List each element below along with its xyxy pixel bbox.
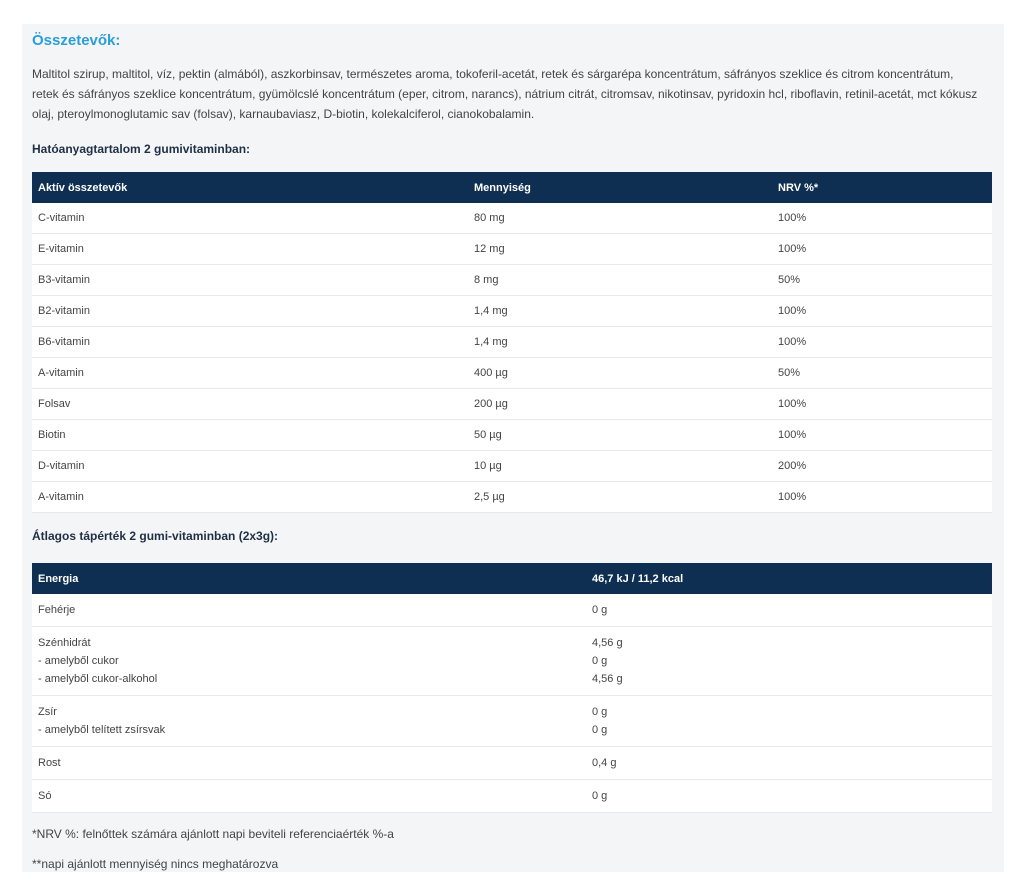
nutrition-table	[32, 563, 992, 813]
cell-ingredient: C-vitamin	[32, 203, 468, 234]
table-row	[32, 747, 992, 780]
table-row	[32, 420, 992, 451]
nutrient-value: 0 g	[592, 724, 608, 736]
cell-amount: 80 mg	[468, 203, 772, 234]
cell-nutrient-value	[586, 594, 992, 627]
cell-nrv: 100%	[772, 296, 992, 327]
table-row	[32, 482, 992, 513]
nutrient-label: Szénhidrát	[38, 637, 91, 649]
cell-amount: 400 µg	[468, 358, 772, 389]
energy-value: 46,7 kJ / 11,2 kcal	[586, 563, 992, 594]
cell-nutrient-value	[586, 747, 992, 780]
cell-nrv: 100%	[772, 327, 992, 358]
cell-nrv: 50%	[772, 358, 992, 389]
cell-ingredient: Biotin	[32, 420, 468, 451]
table-header-row	[32, 172, 992, 203]
cell-ingredient: A-vitamin	[32, 482, 468, 513]
cell-nrv: 100%	[772, 234, 992, 265]
cell-nutrient-value	[586, 780, 992, 813]
cell-nrv: 100%	[772, 203, 992, 234]
column-header-nrv: NRV %*	[772, 172, 992, 203]
cell-amount: 1,4 mg	[468, 296, 772, 327]
nutrient-label: - amelyből telített zsírsvak	[38, 724, 166, 736]
cell-amount: 200 µg	[468, 389, 772, 420]
table-row	[32, 327, 992, 358]
table-row	[32, 696, 992, 747]
nutrient-value: 0 g	[592, 604, 608, 616]
footnote-nrv: *NRV %: felnőttek számára ajánlott napi beviteli referenciaérték %-a	[32, 827, 394, 841]
cell-nutrient	[32, 747, 586, 780]
cell-nutrient-value	[586, 696, 992, 747]
nutrient-label: Zsír	[38, 706, 57, 718]
cell-nrv: 200%	[772, 451, 992, 482]
nutrition-heading: Átlagos tápérték 2 gumi-vitaminban (2x3g):	[32, 529, 279, 543]
nutrient-value: 0 g	[592, 655, 608, 667]
cell-nutrient	[32, 594, 586, 627]
ingredients-text: Maltitol szirup, maltitol, víz, pektin (almából), aszkorbinsav, természetes aroma, tokoferil-acetát, retek és sárgarépa koncentrátum, sáfrányos szeklice és citrom koncentrátum, retek és sáfrányos szeklice koncentrátum, gyümölcslé koncentrátum (eper, citrom, narancs), nátrium citrát, citromsav, nikotinsav, pyridoxin hcl, riboflavin, retinil-acetát, mct kókusz olaj, pteroylmonoglutamic sav (folsav), karnaubaviasz, D-biotin, kolekalciferol, cianokobalamin.	[32, 67, 978, 121]
nutrient-value: 0 g	[592, 706, 608, 718]
nutrient-value: 4,56 g	[592, 673, 623, 685]
nutrient-label: - amelyből cukor-alkohol	[38, 673, 158, 685]
cell-ingredient: B6-vitamin	[32, 327, 468, 358]
footnote-no-recommendation: **napi ajánlott mennyiség nincs meghatározva	[32, 857, 279, 871]
table-row	[32, 389, 992, 420]
cell-ingredient: Folsav	[32, 389, 468, 420]
table-row	[32, 296, 992, 327]
cell-amount: 8 mg	[468, 265, 772, 296]
nutrient-label: Só	[38, 790, 52, 802]
cell-amount: 10 µg	[468, 451, 772, 482]
cell-nutrient	[32, 627, 586, 696]
active-ingredients-table	[32, 172, 992, 513]
cell-amount: 50 µg	[468, 420, 772, 451]
cell-nrv: 100%	[772, 420, 992, 451]
table-row	[32, 234, 992, 265]
cell-nutrient	[32, 696, 586, 747]
table-row	[32, 627, 992, 696]
table-row	[32, 780, 992, 813]
energy-label: Energia	[32, 563, 586, 594]
cell-nutrient-value	[586, 627, 992, 696]
table-row	[32, 594, 992, 627]
product-info-panel	[22, 24, 1004, 872]
nutrient-value: 4,56 g	[592, 637, 623, 649]
table-row	[32, 265, 992, 296]
table-row	[32, 358, 992, 389]
cell-nrv: 50%	[772, 265, 992, 296]
cell-amount: 12 mg	[468, 234, 772, 265]
cell-nrv: 100%	[772, 389, 992, 420]
table-row	[32, 203, 992, 234]
nutrient-value: 0,4 g	[592, 757, 617, 769]
active-ingredients-heading: Hatóanyagtartalom 2 gumivitaminban:	[32, 142, 251, 156]
table-header-row	[32, 563, 992, 594]
nutrient-label: - amelyből cukor	[38, 655, 119, 667]
cell-amount: 2,5 µg	[468, 482, 772, 513]
table-row	[32, 451, 992, 482]
cell-nutrient	[32, 780, 586, 813]
ingredients-heading: Összetevők:	[32, 32, 121, 49]
cell-ingredient: D-vitamin	[32, 451, 468, 482]
cell-ingredient: E-vitamin	[32, 234, 468, 265]
cell-ingredient: B3-vitamin	[32, 265, 468, 296]
column-header-ingredient: Aktív összetevők	[32, 172, 468, 203]
nutrient-label: Rost	[38, 757, 61, 769]
nutrient-label: Fehérje	[38, 604, 76, 616]
cell-ingredient: B2-vitamin	[32, 296, 468, 327]
cell-amount: 1,4 mg	[468, 327, 772, 358]
cell-ingredient: A-vitamin	[32, 358, 468, 389]
nutrient-value: 0 g	[592, 790, 608, 802]
cell-nrv: 100%	[772, 482, 992, 513]
column-header-amount: Mennyiség	[468, 172, 772, 203]
